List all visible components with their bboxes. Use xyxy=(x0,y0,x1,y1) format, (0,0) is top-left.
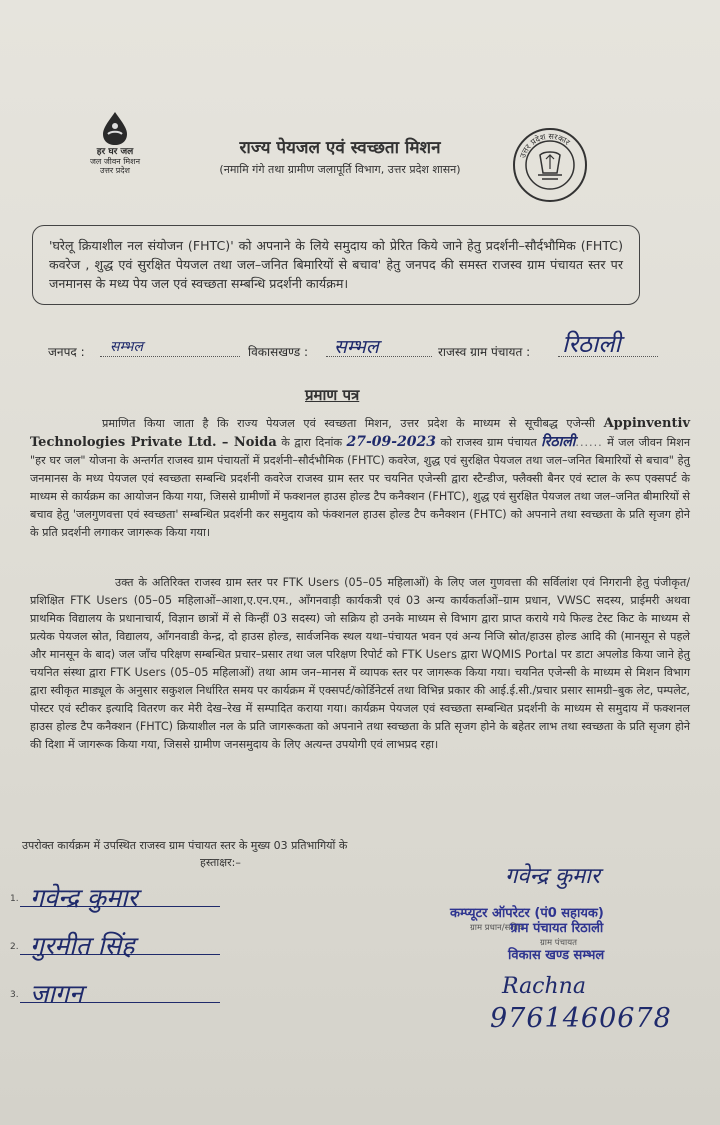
location-fields xyxy=(48,330,688,369)
stamp-line-2: ग्राम पंचायत रिठाली xyxy=(510,921,604,936)
mission-title: राज्य पेयजल एवं स्वच्छता मिशन xyxy=(239,138,441,158)
p2-text: उक्त के अतिरिक्त राजस्व ग्राम स्तर पर FTK Users (05–05 महिलाओं) के लिए जल गुणवत्ता की सर्विलांश एवं निगरानी हेतु पंजीकृत/प्रशिक्षित FTK Users (05–05 महिलाओं–आशा,ए.एन.एम., आँगनवाड़ी कार्यकत्री एवं 03 अन्य कार्यकर्ताओं–ग्राम प्रधान, VWSC सदस्य, प्राईमरी अथवा प्राथमिक विद्यालय के प्रधानाचार्य, विज्ञान छात्रों में से किन्हीं 03 सदस्य) जो सक्रिय हो उनके माध्यम से विभाग द्वारा प्राप्त कराये गये फिल्ड टेस्ट किट के माध्यम से प्रत्येक पेयजल स्रोत, विद्यालय, आँगनवाडी केन्द्र, दो हाउस होल्ड, सार्वजनिक स्थल यथा–पंचायत भवन एवं अन्य निजि स्रोत/हाउस होल्ड आदि की (मानसून से पहले और मानसून के बाद) जल जाँच परिक्षण सम्बन्धित प्रचार–प्रसार तथा जल परिक्षण रिपोर्ट को FTK Users द्वारा WQMIS Portal पर डाटा अपलोड किया जाने हेतु चयनित संस्था द्वारा FTK Users (05–05 महिलाओं) तथा आम जन–मानस में व्यापक स्तर पर जागरूक किया गया। चयनित एजेन्सी के माध्यम से मिशन विभाग द्वारा स्वीकृत माड्यूल के अनुसार सकुशल निर्धारित समय पर कार्यक्रम में एक्सपर्ट/कोर्डिनेटर्स तथा विभिन्न प्रकार की आई.ई.सी./प्रचार प्रसार सामग्री–बुक लेट, पम्पलेट, पोस्टर एवं स्टीकर इत्यादि वितरण कर मेरी देख–रेख में सम्पादित कराया गया। कार्यक्रम पेयजल एवं स्वच्छता सम्बन्धित प्रदर्शनी के माध्यम से समुदाय में फक्शनल हाउस होल्ड टैप कनैक्शन (FHTC) क्रियाशील नल के प्रति जागरूकता को अपनाने तथा स्वच्छता के प्रति सृजग होने के बहेतर लाभ तथा स्वच्छता के प्रति सृजग होने की दिशा में जागरूक किया गया, जिससे ग्रामीण जनसमुदाय के लिए अत्यन्त उपयोगी एवं लाभप्रद रहा। xyxy=(30,576,690,751)
har-ghar-jal-logo xyxy=(80,110,150,175)
p1-text-d: में जल जीवन मिशन "हर घर जल" योजना के अन्तर्गत राजस्व ग्राम पंचायतों में प्रदर्शनी–सौर्दभौमिक (FHTC) कवरेज, शुद्ध एवं सुरक्षित पेयजल तथा जल–जनित बिमारियों से बचाव" हेतु जनमानस के मध्य पेयजल एवं स्वच्छता सम्बन्धि प्रदर्शनी कवरेज राजस्व ग्राम स्तर पर चयनित एजेन्सी द्वारा स्टैन्डीज, फ्लैक्सी बैनर एवं स्टाल के रूप एक्सपर्ट के माध्यम से कार्यक्रम का आयोजन किया गया, जिससे ग्रामीणों में फक्शनल हाउस होल्ड टैप कनैक्शन (FHTC), शुद्ध एवं सुरक्षित पेयजल तथा जल–जनित बीमारियों से बचाव हेतु 'जलगुणवत्ता एवं स्वच्छता' सम्बन्धित प्रदर्शनी कर समुदाय को फंक्शनल हाउस होल्ड टैप कनैक्शन (FHTC) को अपनाने तथा स्वच्छता के प्रति सृजग होने के प्रति प्रदर्शनी लगाकर जागरूक किया गया। xyxy=(30,436,691,539)
signatory-phone: 9761460678 xyxy=(490,1003,672,1034)
district-label: जनपद : xyxy=(48,345,85,359)
district-value: सम्भल xyxy=(110,339,143,355)
signature-underline xyxy=(20,954,220,955)
banner-text: 'घरेलू क्रियाशील नल संयोजन (FHTC)' को अपनाने के लिये समुदाय को प्रेरित किये जाने हेतु प्रदर्शनी–सौर्दभौमिक (FHTC) कवरेज , शुद्ध एवं सुरक्षित पेयजल तथा जल–जनित बिमारियों से बचाव' हेतु जनपद की समस्त राजस्व ग्राम पंचायत स्तर पर जनमानस के मध्य पेय जल एवं स्वच्छता सम्बन्धि प्रदर्शनी कार्यक्रम। xyxy=(49,238,623,291)
stamp-line-1: कम्प्यूटर ऑपरेटर (पं0 सहायक) xyxy=(450,906,604,921)
participant-signature-1 xyxy=(10,880,260,914)
mission-subtitle: (नमामि गंगे तथा ग्रामीण जलापूर्ति विभाग, उत्तर प्रदेश शासन) xyxy=(219,163,461,176)
participant-number: 3. xyxy=(10,990,19,1000)
p1-text-b: के द्वारा दिनांक xyxy=(281,436,343,449)
certificate-title: प्रमाण पत्र xyxy=(305,386,360,404)
p1-text-c: को राजस्व ग्राम पंचायत xyxy=(440,436,537,449)
certificate-paragraph-1 xyxy=(30,415,690,542)
seal-text: उत्तर प्रदेश सरकार xyxy=(518,131,572,160)
logo-text-3: उत्तर प्रदेश xyxy=(100,166,130,175)
participant-number: 1. xyxy=(10,894,19,904)
participant-number: 2. xyxy=(10,942,19,952)
program-date: 27-09-2023 xyxy=(346,434,437,450)
program-banner xyxy=(32,225,640,305)
agency-name: Appinventiv Technologies Private Ltd. – Noida xyxy=(30,416,690,450)
gp-dots: ...... xyxy=(575,436,603,449)
signature-underline xyxy=(20,1002,220,1003)
p1-text-a: प्रमाणित किया जाता है कि राज्य पेयजल एवं स्वच्छता मिशन, उत्तर प्रदेश के माध्यम से सूचीबद्ध एजेन्सी xyxy=(102,417,595,430)
logo-text-2: जल जीवन मिशन xyxy=(89,157,141,166)
signature-underline xyxy=(20,906,220,907)
certificate-paragraph-2 xyxy=(30,574,690,754)
block-label: विकासखण्ड : xyxy=(248,345,309,359)
up-government-seal xyxy=(510,125,590,209)
seal-emblem-icon xyxy=(510,125,590,205)
panchayat-value: रिठाली xyxy=(562,330,621,358)
signatory-block xyxy=(450,860,710,1034)
gram-panchayat-value: रिठाली xyxy=(541,434,576,450)
signatory-signature: गवेन्द्र कुमार xyxy=(505,864,600,889)
printed-text: ग्राम प्रधान/सचिव xyxy=(470,923,523,933)
participant-name: गवेन्द्र कुमार xyxy=(30,883,138,912)
water-drop-icon xyxy=(98,110,132,146)
block-value: सम्भल xyxy=(334,336,379,358)
participants-note: उपरोक्त कार्यक्रम में उपस्थित राजस्व ग्राम पंचायत स्तर के मुख्य 03 प्रतिभागियों के xyxy=(22,839,348,852)
printed-text-2: ग्राम पंचायत xyxy=(540,938,577,948)
participant-name: जागन xyxy=(30,979,83,1008)
stamp-line-3: विकास खण्ड सम्भल xyxy=(508,948,605,963)
logo-text-1: हर घर जल xyxy=(96,147,134,157)
participant-signature-3 xyxy=(10,976,260,1010)
participant-name: गुरमीत सिंह xyxy=(30,931,135,960)
signatory-name: Rachna xyxy=(502,974,586,999)
signatures-label: हस्ताक्षर:– xyxy=(200,856,241,869)
participant-signature-2 xyxy=(10,928,260,962)
panchayat-label: राजस्व ग्राम पंचायत : xyxy=(438,345,531,359)
